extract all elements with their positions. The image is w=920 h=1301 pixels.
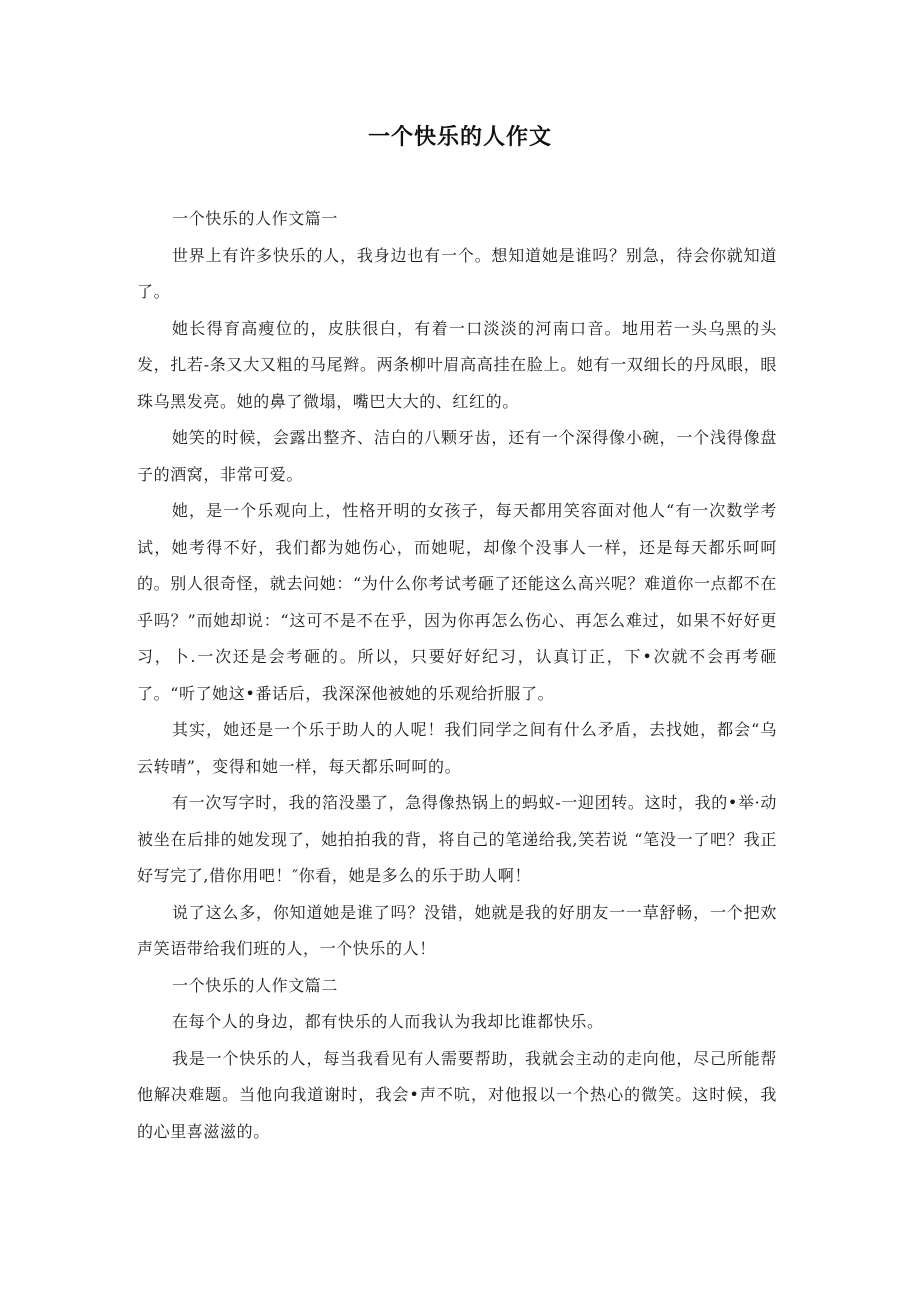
paragraph: 世界上有许多快乐的人，我身边也有一个。想知道她是谁吗？别急，待会你就知道了。 [137,245,777,301]
document-title: 一个快乐的人作文 [367,125,552,150]
section-heading-2: 一个快乐的人作文篇二 [172,975,339,995]
paragraph: 其实，她还是一个乐于助人的人呢！我们同学之间有什么矛盾，去找她，都会“乌云转晴”，变得和她一样，每天都乐呵呵的。 [137,720,777,776]
document-body [137,201,777,1150]
paragraph: 她笑的时候，会露出整齐、洁白的八颗牙齿，还有一个深得像小碗，一个浅得像盘子的酒窝，非常可爱。 [137,428,777,484]
section-heading-1: 一个快乐的人作文篇一 [172,209,339,228]
paragraph: 在每个人的身边，都有快乐的人而我认为我却比谁都快乐。 [172,1012,604,1031]
paragraph: 我是一个快乐的人，每当我看见有人需要帮助，我就会主动的走向他，尽己所能帮他解决难题。当他向我道谢时，我会•声不吭，对他报以一个热心的微笑。这时候，我的心里喜滋滋的。 [137,1048,777,1141]
paragraph: 她，是一个乐观向上，性格开明的女孩子，每天都用笑容面对他人“有一次数学考试，她考得不好，我们都为她伤心，而她呢，却像个没事人一样，还是每天都乐呵呵的。别人很奇怪，就去问她：“为什么你考试考砸了还能这么高兴呢？难道你一点都不在乎吗？”而她却说：“这可不是不在乎，因为你再怎么伤心、再怎么难过，如果不好好更习，卜.一次还是会考砸的。所以，只要好好纪习，认真订正，下•次就不会再考砸了。“听了她这•番话后，我深深他被她的乐观给折服了。 [137,501,777,703]
paragraph: 有一次写字时，我的箔没墨了，急得像热锅上的蚂蚁-一迎团转。这时，我的•举·动被坐在后排的她发现了，她拍拍我的背，将自己的笔递给我,笑若说 “笔没一了吧？我正好写完了,借你用吧！″你看，她是多么的乐于助人啊！ [137,793,777,885]
paragraph: 她长得育高瘦位的，皮肤很白，有着一口淡淡的河南口音。地用若一头乌黑的头发，扎若-条又大又粗的马尾辫。两条柳叶眉高高挂在脸上。她有一双细长的丹凤眼，眼珠乌黑发亮。她的鼻了微塌，嘴巴大大的、红红的。 [137,318,777,411]
paragraph: 说了这么多，你知道她是谁了吗？没错，她就是我的好朋友一一草舒畅，一个把欢声笑语带给我们班的人，一个快乐的人！ [137,902,777,958]
